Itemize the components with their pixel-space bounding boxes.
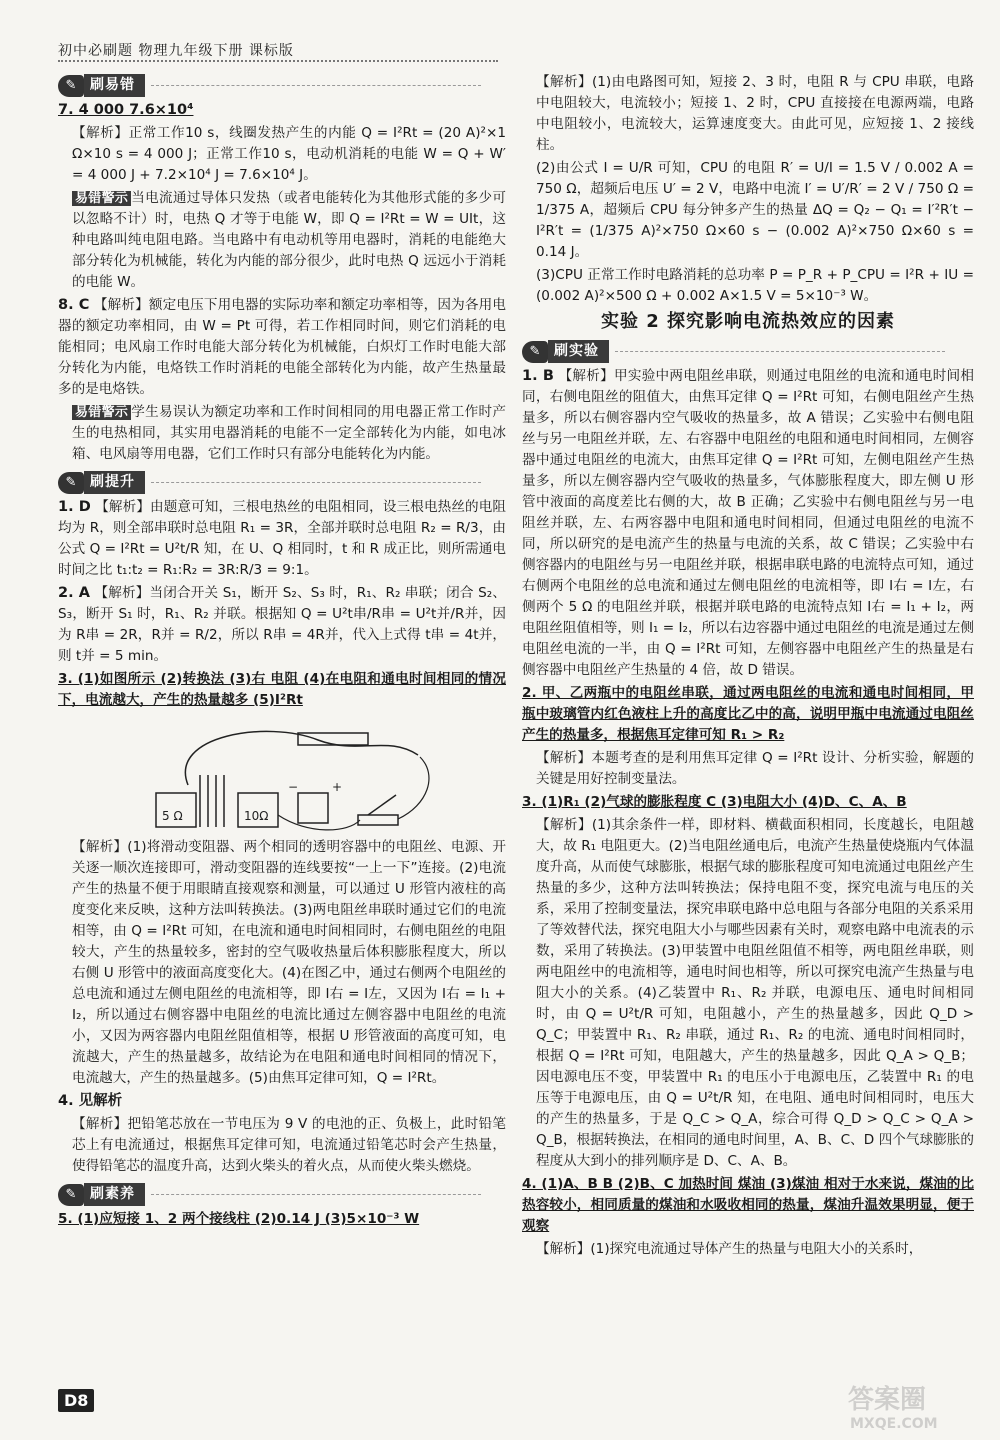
e3-analysis: 【解析】(1)其余条件一样，即材料、横截面积相同，长度越长，电阻越大，故 R₁ 电阻更大。(2)当电阻丝通电后，电流产生热量使烧瓶内气体温度升高，从而使气球膨胀，根据气球的膨胀程度可知电流通过电阻丝产生热量的多少，这种方法叫转换法；保持电阻不变，探究电流与电压的关系，采用了控制变量法，探究串联电路中总电阻与各部分电阻的关系采用了等效替代法，探究电阻大小与哪些因素有关时，观察电路中电流表的示数，采用了转换法。(3)甲装置中电阻丝阻值不相等，两电阻丝串联，则两电阻丝中的电流相等，通电时间也相等，所以可探究电流产生热量与电阻大小的关系。(4)乙装置中 R₁、R₂ 并联，电源电压、通电时间相同时，由 Q = U²t/R 可知，电阻越小，产生的热量越多，因此 Q_D > Q_C；甲装置中 R₁、R₂ 串联，通过 R₁、R₂ 的电流、通电时间相同时，根据 Q = I²Rt 可知，电阻越大，产生的热量越多，因此 Q_A > Q_B；因电源电压不变，甲装置中 R₁ 的电压小于电源电压，乙装置中 R₁ 的电压等于电源电压，由 Q = U²t/R 知，在电阻、通电时间相同时，电压大的产生的热量多，于是 Q_C > Q_A，综合可得 Q_D > Q_C > Q_A > Q_B，根据转换法，在相同的通电时间里，A、B、C、D 四个气球膨胀的程度从大到小的排列顺序是 D、C、A、B。	[536, 817, 974, 1169]
page-number: D8	[58, 1389, 94, 1412]
rheostat-icon	[298, 733, 368, 745]
q7-answer: 7. 4 000 7.6×10⁴	[58, 102, 194, 118]
badge-label: 刷易错	[84, 74, 145, 97]
e1-answer: 1. B 【解析】甲实验中两电阻丝串联，则通过电阻丝的电流和通电时间相同，右侧电阻丝的阻值大，由焦耳定律 Q = I²Rt 可知，右侧电阻丝产生热量多，所以右侧容器内空气吸收的热量多，故 A 错误；乙实验中右侧电阻丝与另一电阻丝并联，左、右容器中电阻丝的电阻和通电时间相同，左侧容器中通过电阻丝的电流大，由焦耳定律 Q = I²Rt 可知，左侧电阻丝产生热量多，所以左侧容器内空气吸收的热量多，气体膨胀程度大，即左侧 U 形管中液面的高度差比右侧的大，故 B 正确；乙实验中右侧电阻丝与另一电阻丝并联，左、右两容器中电阻和通电时间相同，但通过电阻丝的电流不同，所以研究的是电流产生的热量与电流的关系，故 C 错误；乙实验中右侧容器内的电阻丝与另一电阻丝并联，根据串联电路的电流特点可知，通过右侧两个电阻丝的总电流和通过左侧电阻丝的电流相等，即 I右 = I左，右侧两个 5 Ω 的电阻丝并联，根据并联电路的电流特点知 I右 = I₁ + I₂，两电阻丝阻值相等，则 I₁ = I₂，所以右边容器中通过电阻丝的电流是通过左侧电阻丝电流的一半，由 Q = I²Rt 可知，左侧容器中电阻丝产生的热量是右侧容器中电阻丝产生热量的 4 倍，故 D 错误。	[522, 368, 975, 678]
circuit-diagram	[148, 715, 448, 833]
badge-shua-shiyan	[522, 340, 945, 363]
pencil-icon: ✎	[58, 75, 84, 97]
badge-label: 刷实验	[548, 340, 609, 363]
right-column	[522, 72, 974, 1262]
badge-label: 刷素养	[84, 1183, 145, 1206]
resistor-10-label: 10Ω	[244, 809, 269, 823]
q8-answer: 8. C 【解析】额定电压下用电器的实际功率和额定功率相等，因为各用电器的额定功率相同，由 W = Pt 可得，若工作相同时间，则它们消耗的电能相同；电风扇工作时电能大部分转化为机械能，白炽灯工作时电能大部分转化为内能，电烙铁工作时消耗的电能全部转化为内能，故产生热量最多的是电烙铁。	[58, 297, 506, 397]
battery-icon	[298, 793, 328, 823]
header-divider	[58, 60, 498, 62]
resistor-5-label: 5 Ω	[162, 809, 183, 823]
q4-answer: 4. 见解析	[58, 1093, 123, 1109]
warning-tag: 易错警示	[72, 191, 131, 206]
q5-answer: 5. (1)应短接 1、2 两个接线柱 (2)0.14 J (3)5×10⁻³ W	[58, 1211, 420, 1227]
e2-analysis: 【解析】本题考查的是利用焦耳定律 Q = I²Rt 设计、分析实验，解题的关键是用好控制变量法。	[536, 750, 974, 787]
pencil-icon: ✎	[522, 341, 548, 363]
e4-answer: 4. (1)A、B B (2)B、C 加热时间 煤油 (3)煤油 相对于水来说，煤油的比热容较小，相同质量的煤油和水吸收相同的热量，煤油升温效果明显，便于观察	[522, 1176, 974, 1234]
pencil-icon: ✎	[58, 1184, 84, 1206]
warning-tag: 易错警示	[72, 405, 131, 420]
q2-answer: 2. A 【解析】当闭合开关 S₁，断开 S₂、S₃ 时，R₁、R₂ 串联；闭合 S₂、S₃，断开 S₁ 时，R₁、R₂ 并联。根据知 Q = U²t串/R串 = U²t并/R并，因为 R串 = 2R，R并 = R/2，所以 R串 = 4R并，代入上式得 t串 = 4t并，则 t并 = 5 min。	[58, 585, 506, 664]
q5-analysis-1: 【解析】(1)由电路图可知，短接 2、3 时，电阻 R 与 CPU 串联，电路中电阻较大，电流较小；短接 1、2 时，CPU 直接接在电源两端，电路中电阻较小，电流较大，运算速度变大。由此可见，应短接 1、2 接线柱。	[536, 74, 974, 153]
left-column	[58, 70, 506, 1232]
watermark-logo	[840, 1378, 990, 1434]
badge-shua-tisheng	[58, 471, 481, 494]
switch-icon	[358, 815, 398, 825]
pencil-icon: ✎	[58, 472, 84, 494]
q7-warning: 易错警示 当电流通过导体只发热（或者电能转化为其他形式能的多少可以忽略不计）时，电热 Q 才等于电能 W，即 Q = I²Rt = W = UIt，这种电路叫纯电阻电路。当电路中有电动机等用电器时，消耗的电能绝大部分转化为机械能，转化为内能的部分很少，此时电热 Q 远远小于消耗的电能 W。	[72, 190, 506, 290]
section-title: 实验 2 探究影响电流热效应的因素	[600, 311, 896, 332]
e4-analysis: 【解析】(1)探究电流通过导体产生的热量与电阻大小的关系时，	[536, 1241, 923, 1257]
svg-text:MXQE.COM: MXQE.COM	[850, 1416, 938, 1432]
svg-text:−: −	[288, 780, 299, 794]
svg-text:答案圈: 答案圈	[848, 1385, 927, 1415]
q7-analysis: 【解析】正常工作10 s，线圈发热产生的内能 Q = I²Rt = (20 A)²×1 Ω×10 s = 4 000 J；正常工作10 s，电动机消耗的电能 W = Q + W′ = 4 000 J + 7.2×10⁴ J = 7.6×10⁴ J。	[72, 125, 506, 183]
badge-shua-yicuo	[58, 74, 481, 97]
q5-analysis-2: (2)由公式 I = U/R 可知，CPU 的电阻 R′ = U/I = 1.5 V / 0.002 A = 750 Ω，超频后电压 U′ = 2 V，电路中电流 I′ = U′/R′ = 2 V / 750 Ω = 1/375 A，超频后 CPU 每分钟多产生的热量 ΔQ = Q₂ − Q₁ = I′²R′t − I²R′t = (1/375 A)²×750 Ω×60 s − (0.002 A)²×750 Ω×60 s = 0.14 J。	[536, 160, 974, 260]
q3-answer: 3. (1)如图所示 (2)转换法 (3)右 电阻 (4)在电阻和通电时间相同的情况下，电流越大，产生的热量越多 (5)I²Rt	[58, 671, 506, 708]
q3-analysis: 【解析】(1)将滑动变阻器、两个相同的透明容器中的电阻丝、电源、开关逐一顺次连接即可，滑动变阻器的连线要按“一上一下”连接。(2)电流产生的热量不便于用眼睛直接观察和测量，可以通过 U 形管内液柱的高度变化来反映，这种方法叫转换法。(3)两电阻丝串联时通过它们的电流相等，由 Q = I²Rt 可知，在电流和通电时间相同时，右侧电阻丝的电阻较大，产生的热量较多，密封的空气吸收热量后体积膨胀程度大，所以右侧 U 形管中的液面高度变化大。(4)在图乙中，通过右侧两个电阻丝的总电流和通过左侧电阻丝的电流相等，即 I右 = I左，又因为 I右 = I₁ + I₂，所以通过右侧容器中电阻丝的电流比通过左侧容器中电阻丝的电流小，又因为两容器内电阻丝阻值相等，根据 U 形管液面的高度可知，电流越大，产生的热量越多，故结论为在电阻和通电时间相同的情况下，电流越大，产生的热量越多。(5)由焦耳定律可知，Q = I²Rt。	[72, 839, 506, 1086]
badge-shua-suyang	[58, 1183, 481, 1206]
e2-answer: 2. 甲、乙两瓶中的电阻丝串联，通过两电阻丝的电流和通电时间相同，甲瓶中玻璃管内红色液柱上升的高度比乙中的高，说明甲瓶中电流通过电阻丝产生的热量多，根据焦耳定律可知 R₁ > R₂	[522, 685, 974, 743]
q5-analysis-3: (3)CPU 正常工作时电路消耗的总功率 P = P_R + P_CPU = I²R + IU = (0.002 A)²×500 Ω + 0.002 A×1.5 V = 5×10⁻³ W。	[536, 267, 974, 304]
q8-warning: 易错警示 学生易误认为额定功率和工作时间相同的用电器正常工作时产生的电热相同，其实用电器消耗的电能不一定全部转化为内能，如电冰箱、电风扇等用电器，它们工作时只有部分电能转化为内能。	[72, 404, 506, 462]
svg-text:+: +	[332, 780, 343, 794]
badge-label: 刷提升	[84, 471, 145, 494]
q1-answer: 1. D 【解析】由题意可知，三根电热丝的电阻相同，设三根电热丝的电阻均为 R，则全部串联时总电阻 R₁ = 3R，全部并联时总电阻 R₂ = R/3，由公式 Q = I²Rt = U²t/R 知，在 U、Q 相同时，t 和 R 成正比，则所需通电时间之比 t₁:t₂ = R₁:R₂ = 3R:R/3 = 9:1。	[58, 499, 507, 578]
page-header: 初中必刷题 物理九年级下册 课标版	[58, 43, 294, 59]
u-tube-icon	[200, 775, 224, 827]
q4-analysis: 【解析】把铅笔芯放在一节电压为 9 V 的电池的正、负极上，此时铅笔芯上有电流通过，根据焦耳定律可知，电流通过铅笔芯时会产生热量，使得铅笔芯的温度升高，达到火柴头的着火点，从而使火柴头燃烧。	[72, 1116, 506, 1174]
e3-answer: 3. (1)R₁ (2)气球的膨胀程度 C (3)电阻大小 (4)D、C、A、B	[522, 794, 907, 810]
